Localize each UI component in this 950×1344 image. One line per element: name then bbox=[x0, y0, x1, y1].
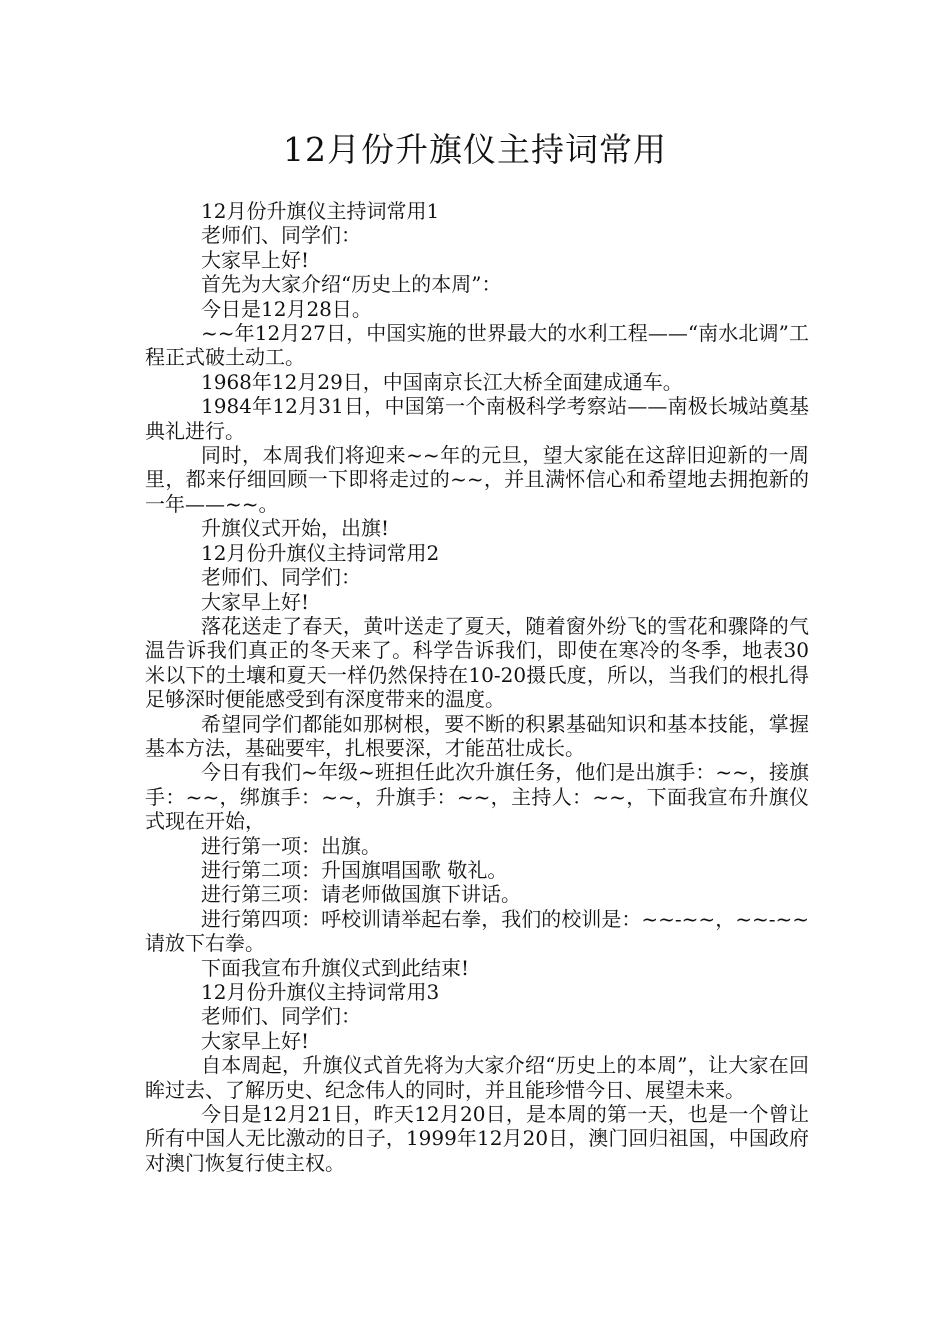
paragraph: 今日是12月21日，昨天12月20日，是本周的第一天，也是一个曾让所有中国人无比激动的日子，1999年12月20日，澳门回归祖国，中国政府对澳门恢复行使主权。 bbox=[145, 1102, 809, 1175]
paragraph: 进行第二项：升国旗唱国歌 敬礼。 bbox=[201, 857, 508, 882]
paragraph: 大家早上好! bbox=[201, 1028, 310, 1053]
paragraph: 大家早上好! bbox=[201, 247, 310, 272]
paragraph: 12月份升旗仪主持词常用2 bbox=[201, 540, 440, 565]
paragraph: 今日是12月28日。 bbox=[201, 296, 372, 321]
paragraph: 进行第四项：呼校训请举起右拳，我们的校训是：~~-~~，~~-~~请放下右拳。 bbox=[145, 906, 809, 956]
document-body bbox=[145, 199, 809, 1175]
paragraph: 1968年12月29日，中国南京长江大桥全面建成通车。 bbox=[201, 369, 683, 394]
paragraph: 自本周起，升旗仪式首先将为大家介绍“历史上的本周”，让大家在回眸过去、了解历史、纪念伟人的同时，并且能珍惜今日、展望未来。 bbox=[145, 1053, 809, 1102]
paragraph: 12月份升旗仪主持词常用3 bbox=[201, 980, 440, 1004]
paragraph: 大家早上好! bbox=[201, 589, 310, 614]
paragraph: 下面我宣布升旗仪式到此结束! bbox=[201, 955, 470, 980]
paragraph: 进行第一项：出旗。 bbox=[201, 833, 381, 858]
paragraph: ~~年12月27日，中国实施的世界最大的水利工程——“南水北调”工程正式破土动工。 bbox=[145, 321, 809, 370]
document-title: 12月份升旗仪主持词常用 bbox=[283, 130, 667, 169]
paragraph: 老师们、同学们： bbox=[201, 223, 361, 248]
paragraph: 进行第三项：请老师做国旗下讲话。 bbox=[201, 882, 521, 907]
paragraph: 升旗仪式开始，出旗! bbox=[201, 516, 390, 541]
paragraph: 老师们、同学们： bbox=[201, 565, 361, 590]
paragraph: 今日有我们~年级~班担任此次升旗任务，他们是出旗手：~~，接旗手：~~，绑旗手：~~，升旗手：~~，主持人：~~，下面我宣布升旗仪式现在开始， bbox=[145, 760, 809, 834]
paragraph: 同时，本周我们将迎来~~年的元旦，望大家能在这辞旧迎新的一周里，都来仔细回顾一下即将走过的~~，并且满怀信心和希望地去拥抱新的一年——~~。 bbox=[145, 443, 809, 516]
paragraph: 首先为大家介绍“历史上的本周”： bbox=[201, 272, 502, 297]
paragraph: 老师们、同学们： bbox=[201, 1004, 361, 1029]
paragraph: 希望同学们都能如那树根，要不断的积累基础知识和基本技能，掌握基本方法，基础要牢，扎根要深，才能茁壮成长。 bbox=[145, 711, 809, 760]
paragraph: 落花送走了春天，黄叶送走了夏天，随着窗外纷飞的雪花和骤降的气温告诉我们真正的冬天来了。科学告诉我们，即使在寒冷的冬季，地表30米以下的土壤和夏天一样仍然保持在10-20摄氏度，所以，当我们的根扎得足够深时便能感受到有深度带来的温度。 bbox=[145, 613, 809, 712]
paragraph: 12月份升旗仪主持词常用1 bbox=[201, 199, 440, 223]
paragraph: 1984年12月31日，中国第一个南极科学考察站——南极长城站奠基典礼进行。 bbox=[145, 394, 809, 443]
